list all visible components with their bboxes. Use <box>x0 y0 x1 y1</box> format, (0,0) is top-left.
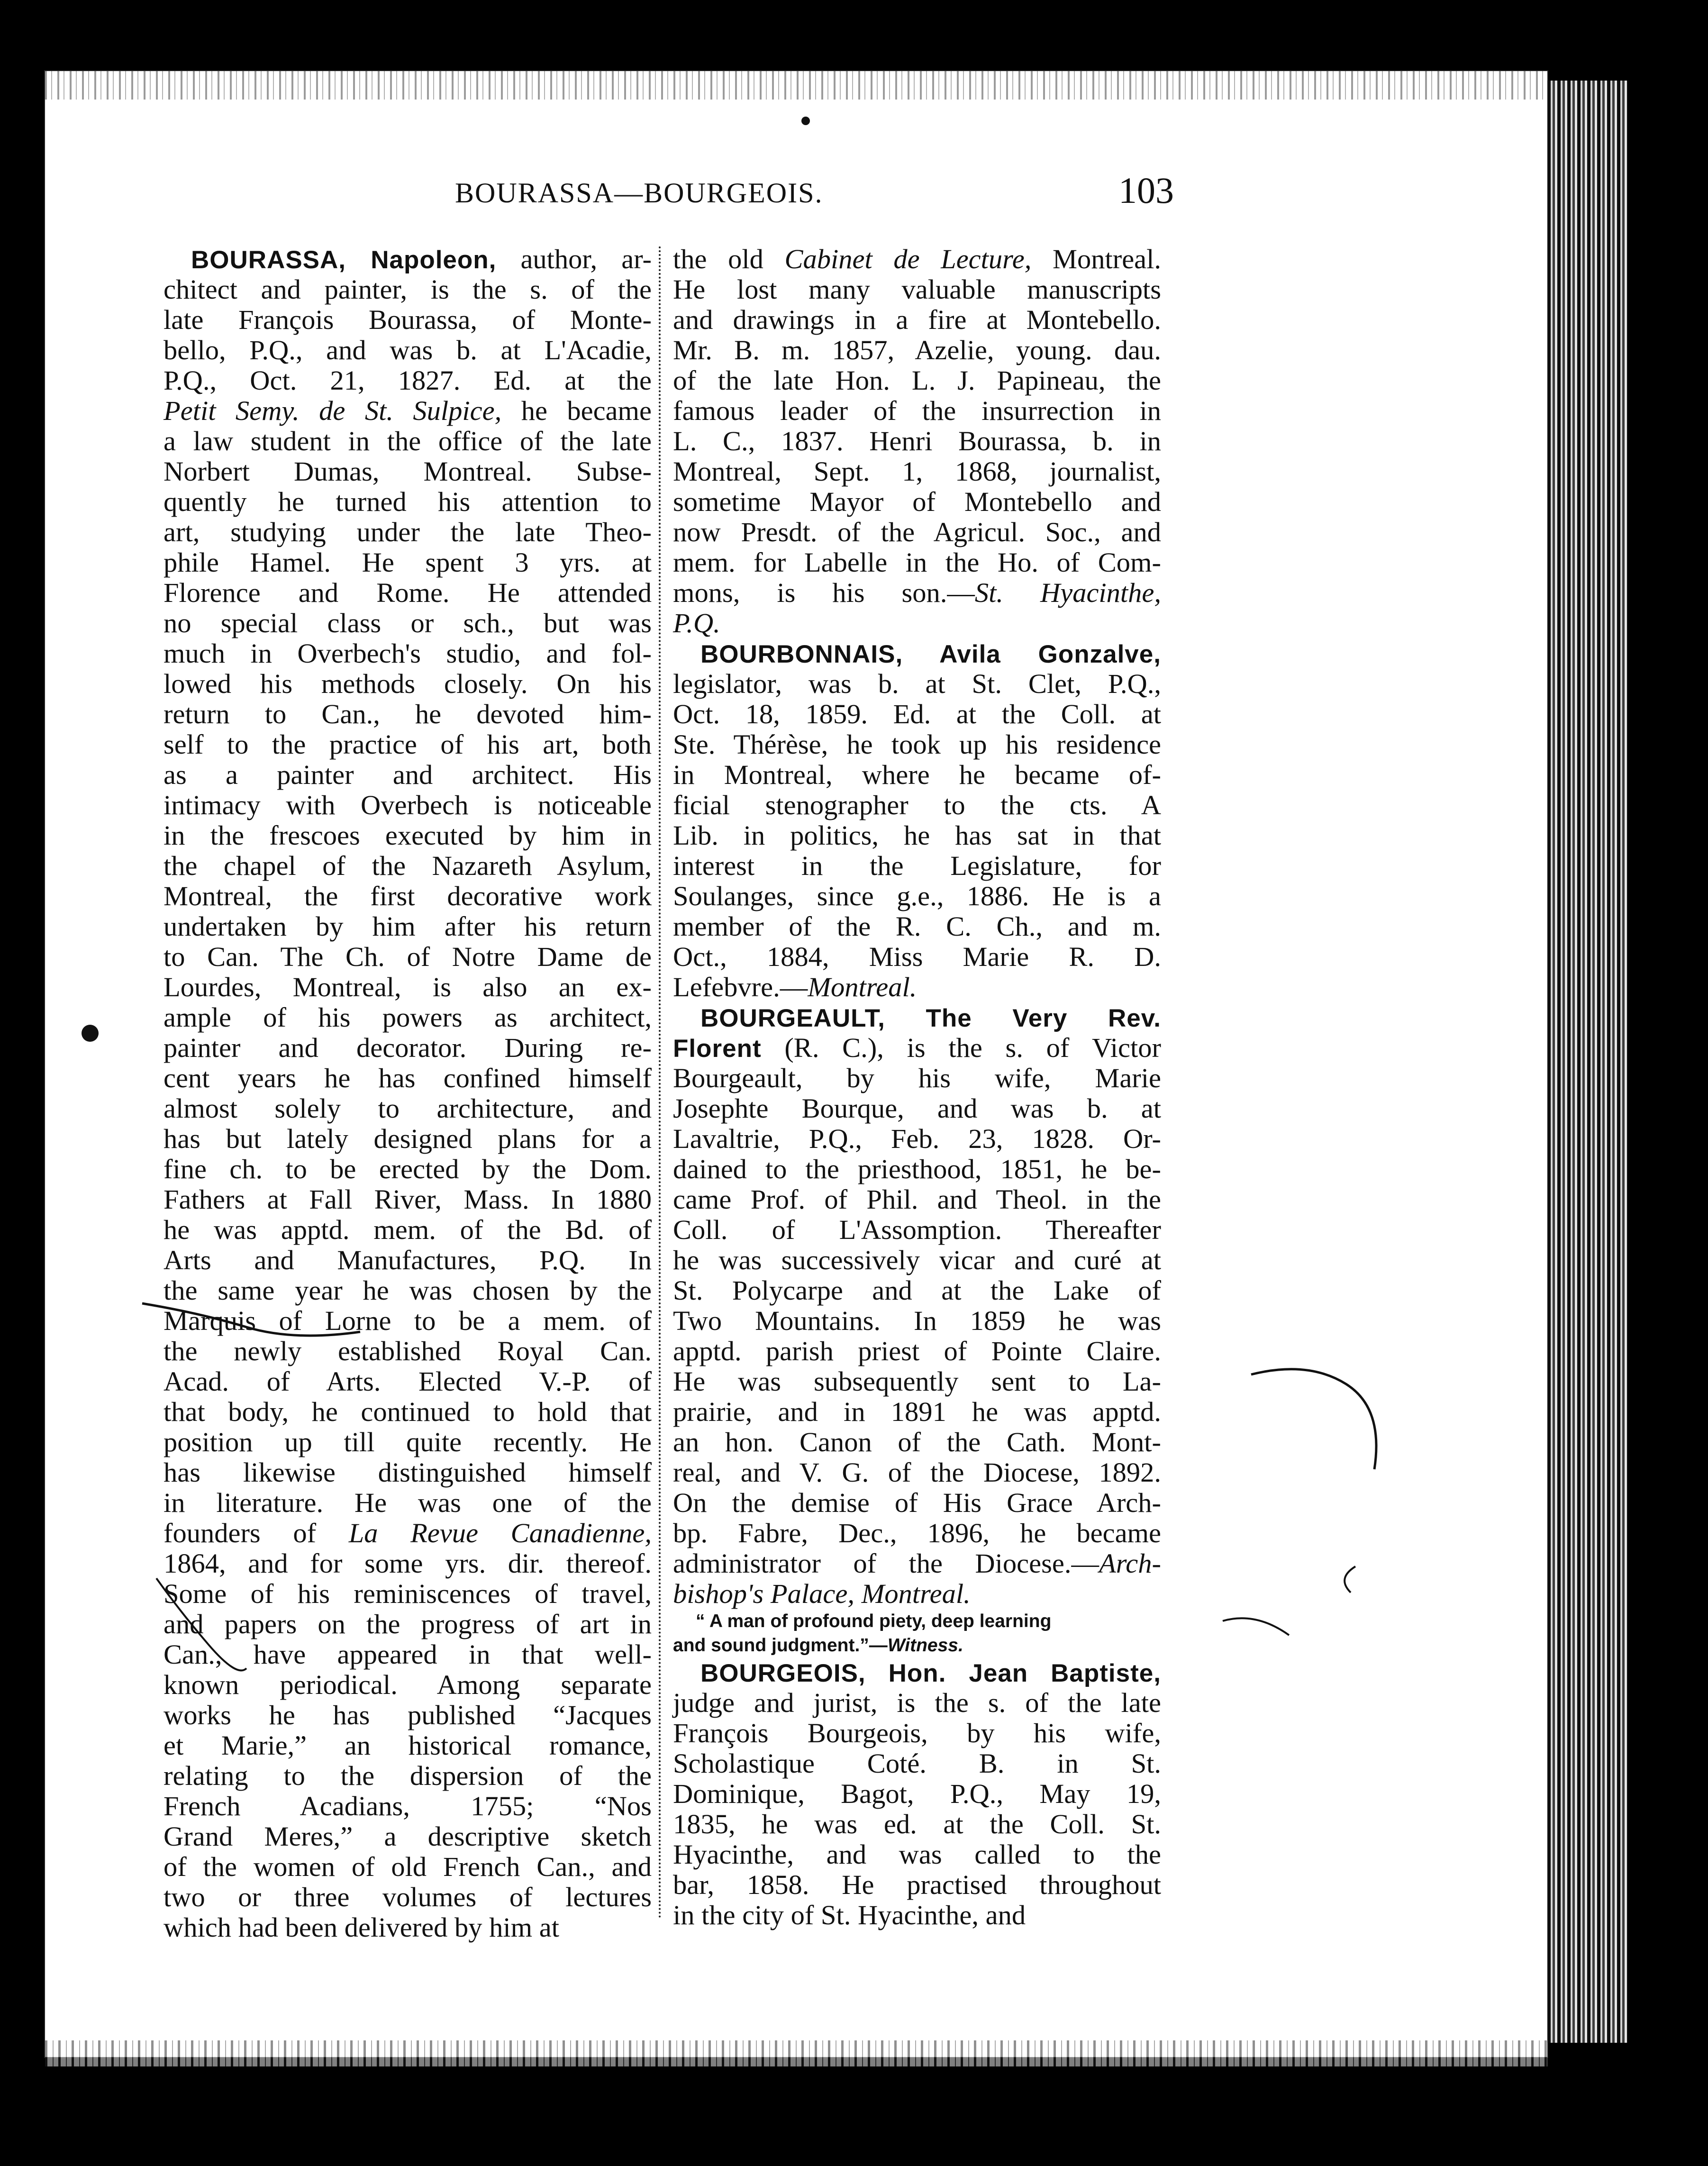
text-line <box>673 1809 1161 1839</box>
quote-line-2 <box>673 1633 1161 1657</box>
line-text: He lost many valuable manuscripts <box>673 274 1161 305</box>
text-line <box>673 1657 1161 1688</box>
line-text: François Bourgeois, by his wife, <box>673 1718 1161 1748</box>
line-text: in the city of St. Hyacinthe, and <box>673 1900 1026 1930</box>
line-text: the same year he was chosen by the <box>164 1275 652 1306</box>
line-text: On the demise of His Grace Arch- <box>673 1487 1161 1518</box>
line-text: dained to the priesthood, 1851, he be- <box>673 1154 1161 1184</box>
running-head <box>0 168 1708 220</box>
text-line <box>164 1579 652 1609</box>
line-text: P.Q., Oct. 21, 1827. Ed. at the <box>164 365 652 396</box>
entry-headword: BOURASSA, Napoleon, <box>191 246 497 274</box>
text-line <box>673 547 1161 578</box>
line-text: of the late Hon. L. J. Papineau, the <box>673 365 1161 396</box>
line-text: Ste. Thérèse, he took up his residence <box>673 729 1161 760</box>
text-line <box>673 911 1161 942</box>
line-text: known periodical. Among separate <box>164 1669 652 1700</box>
italic-text: Montreal. <box>808 972 917 1002</box>
text-line <box>164 1154 652 1184</box>
text-line <box>164 1124 652 1154</box>
text-line <box>673 1275 1161 1306</box>
text-line <box>164 1306 652 1336</box>
text-line <box>673 851 1161 881</box>
left-column <box>164 244 652 1943</box>
text-line <box>673 1184 1161 1215</box>
quote-block <box>673 1609 1161 1657</box>
text-line <box>164 851 652 881</box>
line-text: art, studying under the late Theo- <box>164 517 652 547</box>
line-text: Scholastique Coté. B. in St. <box>673 1748 1161 1779</box>
text-line <box>673 244 1161 274</box>
line-text: French Acadians, 1755; “Nos <box>164 1791 652 1821</box>
text-line <box>673 669 1161 699</box>
page-number: 103 <box>1118 170 1174 211</box>
text-line <box>673 1215 1161 1245</box>
line-text: bp. Fabre, Dec., 1896, he became <box>673 1518 1161 1548</box>
text-line <box>164 911 652 942</box>
line-text: Acad. of Arts. Elected V.-P. of <box>164 1366 652 1397</box>
text-line <box>673 274 1161 305</box>
line-text: fine ch. to be erected by the Dom. <box>164 1154 652 1184</box>
line-text: a law student in the office of the late <box>164 426 652 456</box>
text-line <box>164 608 652 638</box>
italic-text: P.Q. <box>673 608 720 638</box>
text-line <box>673 517 1161 547</box>
line-text: works he has published “Jacques <box>164 1700 652 1730</box>
text-line <box>164 1882 652 1912</box>
text-line <box>673 1002 1161 1033</box>
text-line <box>673 699 1161 729</box>
line-text: the chapel of the Nazareth Asylum, <box>164 850 652 881</box>
text-line <box>673 1397 1161 1427</box>
line-text: he was successively vicar and curé at <box>673 1245 1161 1275</box>
italic-text: Petit Semy. de St. Sulpice, <box>164 395 502 426</box>
text-line <box>673 942 1161 972</box>
line-text: famous leader of the insurrection in <box>673 395 1161 426</box>
line-text: mem. for Labelle in the Ho. of Com- <box>673 547 1161 578</box>
text-line <box>164 274 652 305</box>
text-line <box>164 1670 652 1700</box>
line-lead: the old <box>673 244 785 274</box>
line-text: and papers on the progress of art in <box>164 1609 652 1639</box>
text-line <box>673 1688 1161 1718</box>
text-line <box>164 1215 652 1245</box>
text-line <box>673 396 1161 426</box>
line-text: ficial stenographer to the cts. A <box>673 790 1161 820</box>
text-line <box>673 1518 1161 1548</box>
text-line <box>164 1791 652 1821</box>
line-text: Josephte Bourque, and was b. at <box>673 1093 1161 1124</box>
text-line <box>164 760 652 790</box>
line-text: Montreal, Sept. 1, 1868, journalist, <box>673 456 1161 487</box>
line-text: as a painter and architect. His <box>164 759 652 790</box>
text-line <box>673 1306 1161 1336</box>
text-line <box>673 608 1161 638</box>
text-line <box>164 729 652 760</box>
text-line <box>673 1245 1161 1275</box>
text-line <box>673 487 1161 517</box>
text-line <box>673 972 1161 1002</box>
line-text: has but lately designed plans for a <box>164 1123 652 1154</box>
quote-source: Witness. <box>887 1635 963 1656</box>
right-column <box>673 244 1161 1930</box>
line-text: Montreal, the first decorative work <box>164 881 652 911</box>
text-line <box>164 699 652 729</box>
text-line <box>164 1093 652 1124</box>
line-text: judge and jurist, is the s. of the late <box>673 1687 1161 1718</box>
line-text: almost solely to architecture, and <box>164 1093 652 1124</box>
text-line <box>673 1870 1161 1900</box>
line-text: Some of his reminiscences of travel, <box>164 1578 652 1609</box>
line-text: member of the R. C. Ch., and m. <box>673 911 1161 942</box>
line-text: two or three volumes of lectures <box>164 1882 652 1912</box>
text-line <box>164 1336 652 1366</box>
line-text: real, and V. G. of the Diocese, 1892. <box>673 1457 1161 1488</box>
page-edge-bottom <box>45 2040 1547 2066</box>
line-text: undertaken by him after his return <box>164 911 652 942</box>
text-line <box>164 1912 652 1943</box>
text-line <box>673 1579 1161 1609</box>
line-text: quently he turned his attention to <box>164 486 652 517</box>
line-text: late François Bourassa, of Monte- <box>164 304 652 335</box>
line-text: cent years he has confined himself <box>164 1063 652 1093</box>
line-text: that body, he continued to hold that <box>164 1396 652 1427</box>
text-line <box>673 1427 1161 1457</box>
line-text: the newly established Royal Can. <box>164 1336 652 1366</box>
text-line <box>164 365 652 396</box>
line-lead: founders of <box>164 1518 349 1548</box>
line-text: Oct. 18, 1859. Ed. at the Coll. at <box>673 699 1161 729</box>
line-text: Can., have appeared in that well- <box>164 1639 652 1670</box>
text-line <box>673 760 1161 790</box>
line-text: now Presdt. of the Agricul. Soc., and <box>673 517 1161 547</box>
text-line <box>673 578 1161 608</box>
line-text: Soulanges, since g.e., 1886. He is a <box>673 881 1161 911</box>
line-text: of the women of old French Can., and <box>164 1851 652 1882</box>
text-line <box>164 1063 652 1093</box>
text-line <box>164 1609 652 1639</box>
line-text: Fathers at Fall River, Mass. In 1880 <box>164 1184 652 1215</box>
line-text: Dominique, Bagot, P.Q., May 19, <box>673 1778 1161 1809</box>
text-line <box>164 244 652 274</box>
line-lead: administrator of the Diocese.— <box>673 1548 1099 1579</box>
line-text: L. C., 1837. Henri Bourassa, b. in <box>673 426 1161 456</box>
line-text: Two Mountains. In 1859 he was <box>673 1305 1161 1336</box>
line-text: self to the practice of his art, both <box>164 729 652 760</box>
text-line <box>164 1397 652 1427</box>
entry-headword: BOURBONNAIS, Avila Gonzalve, <box>700 640 1161 668</box>
text-line <box>164 517 652 547</box>
text-line <box>164 578 652 608</box>
line-text: ample of his powers as architect, <box>164 1002 652 1033</box>
text-line <box>164 638 652 669</box>
line-text: an hon. Canon of the Cath. Mont- <box>673 1427 1161 1457</box>
line-text: much in Overbech's studio, and fol- <box>164 638 652 669</box>
text-line <box>164 396 652 426</box>
line-text: painter and decorator. During re- <box>164 1032 652 1063</box>
line-text: return to Can., he devoted him- <box>164 699 652 729</box>
running-head-title: BOURASSA—BOURGEOIS. <box>455 177 823 209</box>
line-text: He was subsequently sent to La- <box>673 1366 1161 1397</box>
italic-text: Arch- <box>1099 1548 1161 1579</box>
line-text: intimacy with Overbech is noticeable <box>164 790 652 820</box>
text-line <box>164 790 652 820</box>
text-line <box>673 1457 1161 1488</box>
line-text: interest in the Legislature, for <box>673 850 1161 881</box>
text-line <box>673 426 1161 456</box>
line-text: (R. C.), is the s. of Victor <box>761 1032 1161 1063</box>
line-text: chitect and painter, is the s. of the <box>164 274 652 305</box>
line-text: Lourdes, Montreal, is also an ex- <box>164 972 652 1002</box>
text-line <box>164 305 652 335</box>
line-text: lowed his methods closely. On his <box>164 668 652 699</box>
text-line <box>164 1427 652 1457</box>
text-line <box>164 1245 652 1275</box>
text-line <box>164 456 652 487</box>
line-text: 1864, and for some yrs. dir. thereof. <box>164 1548 652 1579</box>
text-line <box>164 1184 652 1215</box>
text-line <box>164 1457 652 1488</box>
line-text: no special class or sch., but was <box>164 608 652 638</box>
line-text: and drawings in a fire at Montebello. <box>673 304 1161 335</box>
line-text: in literature. He was one of the <box>164 1487 652 1518</box>
right-column-bottom <box>673 1657 1161 1930</box>
text-line <box>673 1124 1161 1154</box>
line-text: Coll. of L'Assomption. Thereafter <box>673 1214 1161 1245</box>
line-text: author, ar- <box>496 244 652 274</box>
text-line <box>673 1900 1161 1930</box>
right-column-top <box>673 244 1161 1609</box>
line-text: in Montreal, where he became of- <box>673 759 1161 790</box>
text-line <box>673 1748 1161 1779</box>
text-line <box>164 669 652 699</box>
text-line <box>164 972 652 1002</box>
line-text: Lavaltrie, P.Q., Feb. 23, 1828. Or- <box>673 1123 1161 1154</box>
entry-headword: BOURGEOIS, Hon. Jean Baptiste, <box>700 1659 1161 1687</box>
line-text: bello, P.Q., and was b. at L'Acadie, <box>164 335 652 365</box>
text-line <box>673 638 1161 669</box>
text-line <box>673 335 1161 365</box>
line-text: et Marie,” an historical romance, <box>164 1730 652 1761</box>
text-line <box>164 1730 652 1761</box>
text-line <box>673 1488 1161 1518</box>
line-text: he became <box>501 395 652 426</box>
line-text: apptd. parish priest of Pointe Claire. <box>673 1336 1161 1366</box>
entry-headword: BOURGEAULT, The Very Rev. <box>700 1004 1161 1032</box>
line-text: he was apptd. mem. of the Bd. of <box>164 1214 652 1245</box>
text-line <box>164 1548 652 1579</box>
text-line <box>673 790 1161 820</box>
quote-line-1: “ A man of profound piety, deep learning <box>696 1611 1052 1631</box>
text-line <box>673 456 1161 487</box>
text-line <box>673 305 1161 335</box>
line-text: Mr. B. m. 1857, Azelie, young. dau. <box>673 335 1161 365</box>
line-lead: Lefebvre.— <box>673 972 808 1002</box>
text-line <box>673 1548 1161 1579</box>
text-line <box>673 1336 1161 1366</box>
text-line <box>673 365 1161 396</box>
line-text: Hyacinthe, and was called to the <box>673 1839 1161 1870</box>
text-line <box>164 1639 652 1670</box>
line-text: Oct., 1884, Miss Marie R. D. <box>673 941 1161 972</box>
line-text: sometime Mayor of Montebello and <box>673 486 1161 517</box>
italic-text: St. Hyacinthe, <box>974 577 1161 608</box>
text-line <box>164 1761 652 1791</box>
text-line <box>164 547 652 578</box>
line-text: Montreal. <box>1031 244 1162 274</box>
text-line <box>164 1275 652 1306</box>
text-line <box>673 881 1161 911</box>
line-text: position up till quite recently. He <box>164 1427 652 1457</box>
text-line <box>673 1063 1161 1093</box>
text-line <box>673 1839 1161 1870</box>
italic-text: Cabinet de Lecture, <box>784 244 1032 274</box>
line-text: Florence and Rome. He attended <box>164 577 652 608</box>
text-line <box>164 942 652 972</box>
line-text: phile Hamel. He spent 3 yrs. at <box>164 547 652 578</box>
text-line <box>673 729 1161 760</box>
text-line <box>164 1002 652 1033</box>
text-line <box>164 335 652 365</box>
text-line <box>673 1033 1161 1063</box>
text-line <box>164 820 652 851</box>
italic-text: La Revue Canadienne, <box>348 1518 652 1548</box>
line-text: Lib. in politics, he has sat in that <box>673 820 1161 851</box>
text-line <box>164 1366 652 1397</box>
text-line <box>673 1718 1161 1748</box>
line-text: Bourgeault, by his wife, Marie <box>673 1063 1161 1093</box>
text-line <box>673 1154 1161 1184</box>
line-text: came Prof. of Phil. and Theol. in the <box>673 1184 1161 1215</box>
text-line <box>673 1093 1161 1124</box>
line-text: to Can. The Ch. of Notre Dame de <box>164 941 652 972</box>
text-line <box>164 1700 652 1730</box>
line-text: has likewise distinguished himself <box>164 1457 652 1488</box>
text-line <box>673 820 1161 851</box>
text-line <box>164 426 652 456</box>
line-text: in the frescoes executed by him in <box>164 820 652 851</box>
text-line <box>164 1518 652 1548</box>
text-line <box>673 1366 1161 1397</box>
italic-text: bishop's Palace, Montreal. <box>673 1578 971 1609</box>
text-line <box>673 1779 1161 1809</box>
line-text: legislator, was b. at St. Clet, P.Q., <box>673 668 1161 699</box>
column-divider <box>659 246 661 1920</box>
text-line <box>164 1033 652 1063</box>
text-line <box>164 1488 652 1518</box>
line-text: which had been delivered by him at <box>164 1912 559 1943</box>
page-edge-top <box>45 71 1547 100</box>
line-text: 1835, he was ed. at the Coll. St. <box>673 1809 1161 1839</box>
line-text: Grand Meres,” a descriptive sketch <box>164 1821 652 1852</box>
line-text: prairie, and in 1891 he was apptd. <box>673 1396 1161 1427</box>
text-line <box>164 881 652 911</box>
text-line <box>164 487 652 517</box>
line-lead: mons, is his son.— <box>673 577 975 608</box>
text-line <box>164 1852 652 1882</box>
line-text: Marquis of Lorne to be a mem. of <box>164 1305 652 1336</box>
line-text: Arts and Manufactures, P.Q. In <box>164 1245 652 1275</box>
line-text: bar, 1858. He practised throughout <box>673 1869 1161 1900</box>
entry-headword: Florent <box>673 1035 762 1063</box>
text-line <box>164 1821 652 1852</box>
line-text: Norbert Dumas, Montreal. Subse- <box>164 456 652 487</box>
quote-line-2-text: and sound judgment.”— <box>673 1635 888 1656</box>
page-edge-right <box>1547 81 1628 2043</box>
line-text: St. Polycarpe and at the Lake of <box>673 1275 1161 1306</box>
line-text: relating to the dispersion of the <box>164 1760 652 1791</box>
